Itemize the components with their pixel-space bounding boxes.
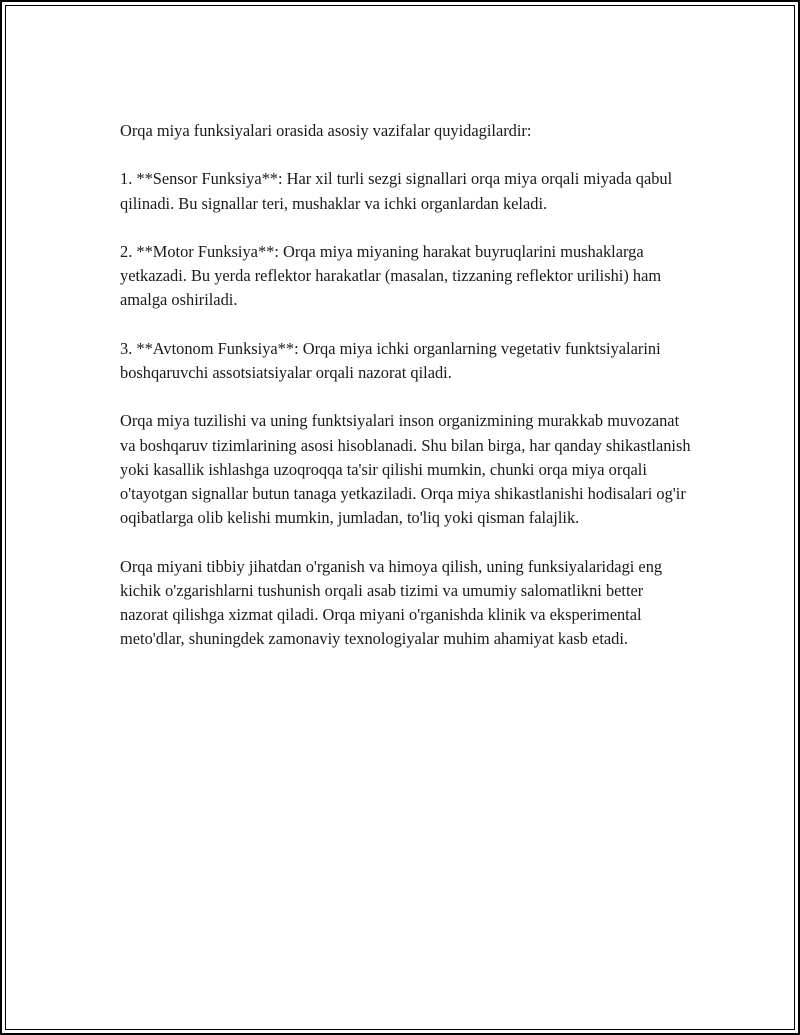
study-paragraph: Orqa miyani tibbiy jihatdan o'rganish va himoya qilish, uning funksiyalaridagi eng kichik o'zgarishlarni tushunish orqali asab tizimi va umumiy salomatlikni better nazorat qilishga xizmat qiladi. Orqa miyani o'rganishda klinik va eksperimental meto'dlar, shuningdek zamonaviy texnologiyalar muhim ahamiyat kasb etadi. (120, 556, 663, 649)
intro-paragraph: Orqa miya funksiyalari orasida asosiy vazifalar quyidagilardir: (120, 121, 532, 140)
document-body (120, 119, 692, 676)
motor-function-paragraph: 2. **Motor Funksiya**: Orqa miya miyaning harakat buyruqlarini mushaklarga yetkazadi. Bu yerda reflektor harakatlar (masalan, tizzaning reflektor urilishi) ham amalga oshiriladi. (120, 241, 662, 310)
sensor-function-paragraph: 1. **Sensor Funksiya**: Har xil turli sezgi signallari orqa miya orqali miyada qabul qilinadi. Bu signallar teri, mushaklar va ichki organlardan keladi. (120, 169, 673, 213)
autonomic-function-paragraph: 3. **Avtonom Funksiya**: Orqa miya ichki organlarning vegetativ funktsiyalarini boshqaruvchi assotsiatsiyalar orqali nazorat qiladi. (120, 338, 661, 382)
structure-paragraph: Orqa miya tuzilishi va uning funktsiyalari inson organizmining murakkab muvozanat va boshqaruv tizimlarining asosi hisoblanadi. Shu bilan birga, har qanday shikastlanish yoki kasallik ishlashga uzoqroqqa ta'sir qilishi mumkin, chunki orqa miya orqali o'tayotgan signallar butun tanaga yetkaziladi. Orqa miya shikastlanishi hodisalari og'ir oqibatlarga olib kelishi mumkin, jumladan, to'liq yoki qisman falajlik. (120, 411, 691, 528)
